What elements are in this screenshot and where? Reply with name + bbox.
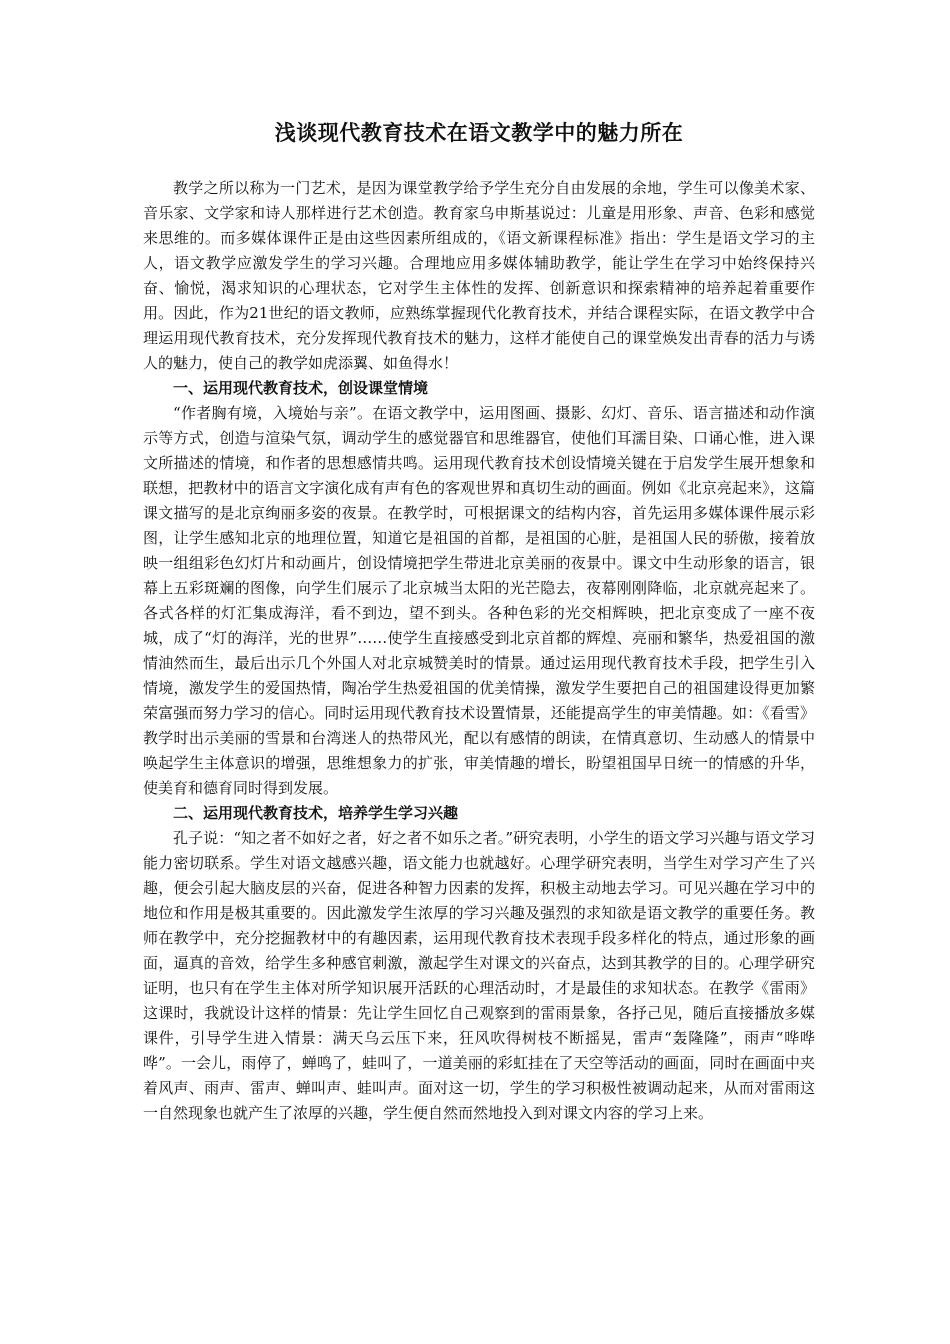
document-page	[143, 118, 815, 1126]
intro-paragraph: 教学之所以称为一门艺术，是因为课堂教学给予学生充分自由发展的余地，学生可以像美术家、音乐家、文学家和诗人那样进行艺术创造。教育家乌申斯基说过：儿童是用形象、声音、色彩和感觉来思维的。而多媒体课件正是由这些因素所组成的，《语文新课程标准》指出：学生是语文学习的主人，语文教学应激发学生的学习兴趣。合理地应用多媒体辅助教学，能让学生在学习中始终保持兴奋、愉悦，渴求知识的心理状态，它对学生主体性的发挥、创新意识和探索精神的培养起着重要作用。因此，作为21世纪的语文教师，应熟练掌握现代化教育技术，并结合课程实际，在语文教学中合理运用现代教育技术，充分发挥现代教育技术的魅力，这样才能使自己的课堂焕发出青春的活力与诱人的魅力，使自己的教学如虎添翼、如鱼得水！	[143, 179, 815, 372]
section-body: “作者胸有境，入境始与亲”。在语文教学中，运用图画、摄影、幻灯、音乐、语言描述和动作演示等方式，创造与渲染气氛，调动学生的感觉器官和思维器官，使他们耳濡目染、口诵心惟，进入课文所描述的情境，和作者的思想感情共鸣。运用现代教育技术创设情境关键在于启发学生展开想象和联想，把教材中的语言文字演化成有声有色的客观世界和真切生动的画面。例如《北京亮起来》，这篇课文描写的是北京绚丽多姿的夜景。在教学时，可根据课文的结构内容，首先运用多媒体课件展示彩图，让学生感知北京的地理位置，知道它是祖国的首都，是祖国的心脏，是祖国人民的骄傲，接着放映一组组彩色幻灯片和动画片，创设情境把学生带进北京美丽的夜景中。课文中生动形象的语言，银幕上五彩斑斓的图像，向学生们展示了北京城当太阳的光芒隐去，夜幕刚刚降临，北京就亮起来了。各式各样的灯汇集成海洋，看不到边，望不到头。各种色彩的光交相辉映，把北京变成了一座不夜城，成了“灯的海洋，光的世界”……使学生直接感受到北京首都的辉煌、亮丽和繁华，热爱祖国的激情油然而生，最后出示几个外国人对北京城赞美时的情景。通过运用现代教育技术手段，把学生引入情境，激发学生的爱国热情，陶冶学生热爱祖国的优美情操，激发学生要把自己的祖国建设得更加繁荣富强而努力学习的信心。同时运用现代教育技术设置情景，还能提高学生的审美情趣。如：《看雪》教学时出示美丽的雪景和台湾迷人的热带风光，配以有感情的朗读，在情真意切、生动感人的情景中唤起学生主体意识的增强，思维想象力的扩张，审美情趣的增长，盼望祖国早日统一的情感的升华，使美育和德育同时得到发展。	[143, 404, 815, 797]
document-title: 浅谈现代教育技术在语文教学中的魅力所在	[274, 120, 684, 145]
section-heading: 一、运用现代教育技术，创设课堂情境	[173, 379, 429, 397]
section-heading: 二、运用现代教育技术，培养学生学习兴趣	[173, 804, 459, 822]
section-1	[143, 376, 815, 801]
section-2	[143, 801, 815, 1126]
section-body: 孔子说：“知之者不如好之者，好之者不如乐之者。”研究表明，小学生的语文学习兴趣与语文学习能力密切联系。学生对语文越感兴趣，语文能力也就越好。心理学研究表明，当学生对学习产生了兴趣，便会引起大脑皮层的兴奋，促进各种智力因素的发挥，积极主动地去学习。可见兴趣在学习中的地位和作用是极其重要的。因此激发学生浓厚的学习兴趣及强烈的求知欲是语文教学的重要任务。教师在教学中，充分挖掘教材中的有趣因素，运用现代教育技术表现手段多样化的特点，通过形象的画面，逼真的音效，给学生多种感官刺激，激起学生对课文的兴奋点，达到其教学的目的。心理学研究证明，也只有在学生主体对所学知识展开活跃的心理活动时，才是最佳的求知状态。在教学《雷雨》这课时，我就设计这样的情景：先让学生回忆自己观察到的雷雨景象，各抒己见，随后直接播放多媒课件，引导学生进入情景：满天乌云压下来，狂风吹得树枝不断摇晃，雷声“轰隆隆”，雨声“哗哗哗”。一会儿，雨停了，蝉鸣了，蛙叫了，一道美丽的彩虹挂在了天空等活动的画面，同时在画面中夹着风声、雨声、雷声、蝉叫声、蛙叫声。面对这一切，学生的学习积极性被调动起来，从而对雷雨这一自然现象也就产生了浓厚的兴趣，学生便自然而然地投入到对课文内容的学习上来。	[143, 829, 815, 1122]
